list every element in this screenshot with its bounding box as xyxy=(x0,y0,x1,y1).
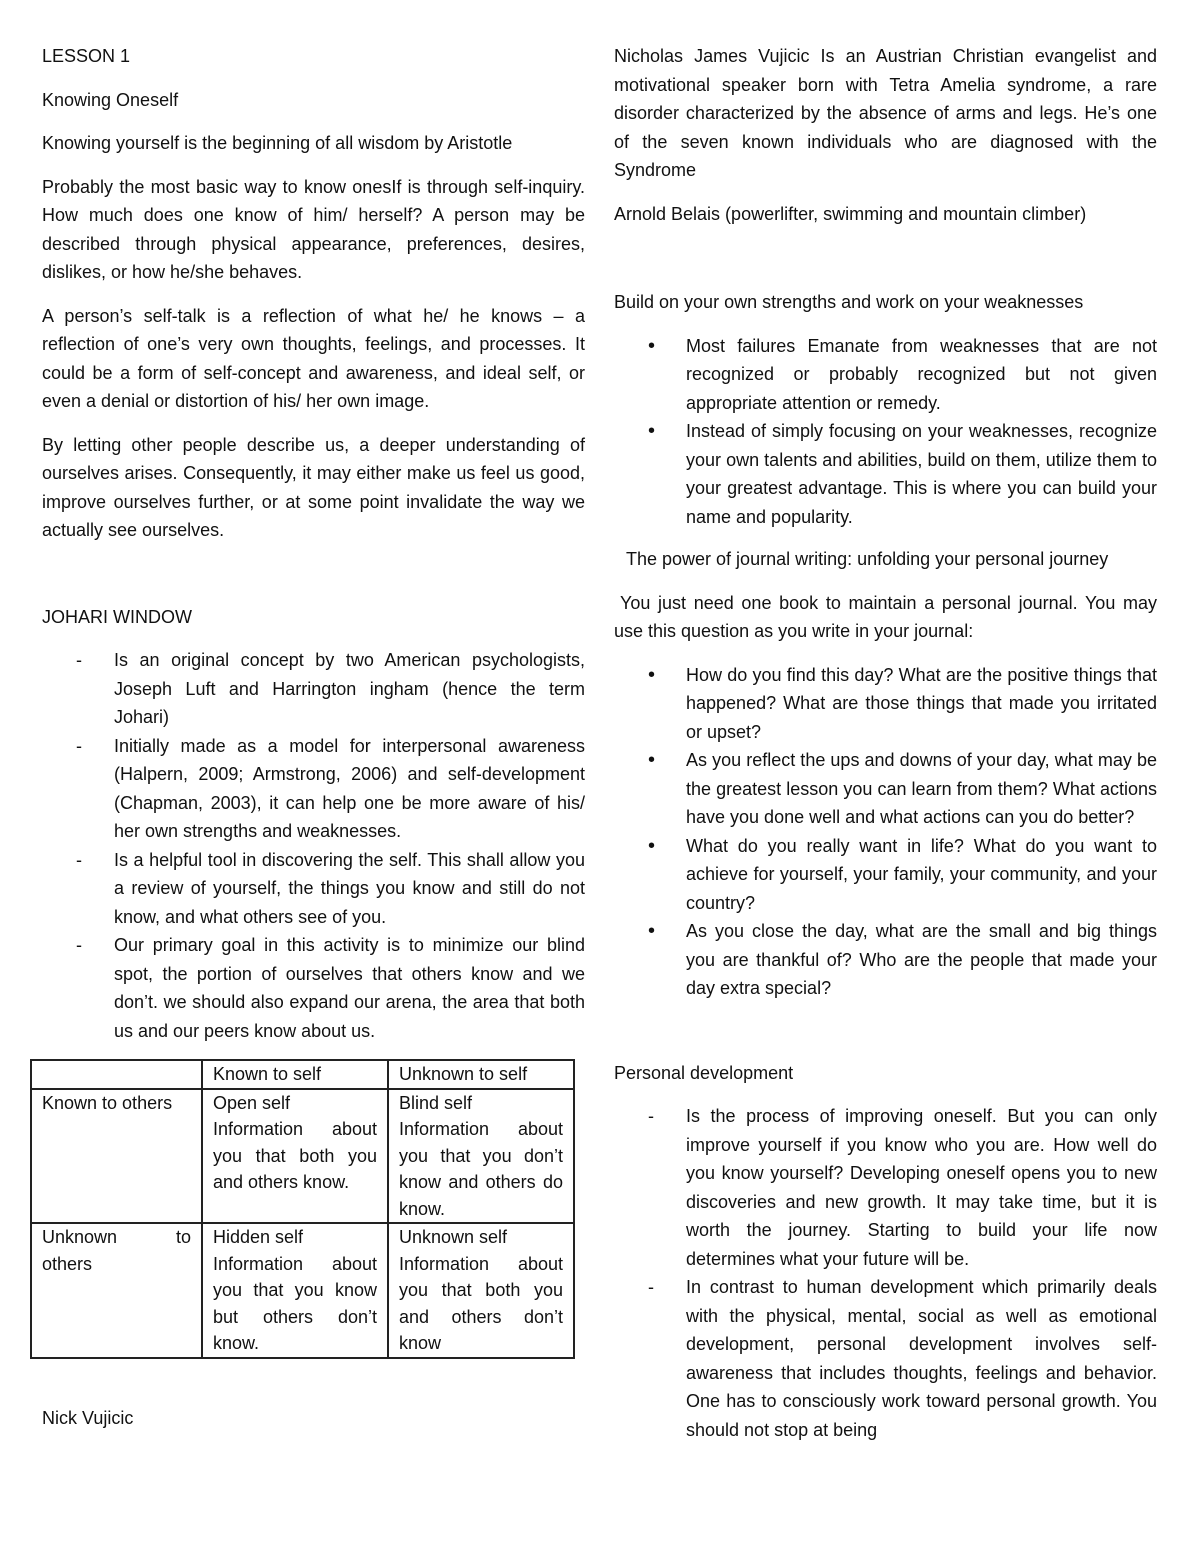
strengths-list xyxy=(614,332,1157,532)
cell-blind-self xyxy=(388,1089,574,1224)
list-item: • As you close the day, what are the small and big things you are thankful of? Who are the people that made your day extra special? xyxy=(614,917,1157,1003)
johari-window-table xyxy=(30,1059,575,1359)
johari-heading: JOHARI WINDOW xyxy=(42,606,192,627)
strengths-heading: Build on your own strengths and work on your weaknesses xyxy=(614,292,1084,312)
hidden-self-title: Hidden self xyxy=(213,1227,304,1247)
cell-hidden-self xyxy=(202,1223,388,1358)
unknown-self-desc: Information about you that both you and others don’t know xyxy=(399,1253,563,1353)
header-unknown-to-self: Unknown to self xyxy=(388,1060,574,1089)
open-self-desc: Information about you that both you and others know. xyxy=(213,1119,377,1192)
open-self-title: Open self xyxy=(213,1092,291,1113)
list-item: - Is a helpful tool in discovering the self. This shall allow you a review of yourself, the things you know and still do not know, and what others see of you. xyxy=(42,846,585,932)
blind-self-desc: Information about you that you don’t know and others do know. xyxy=(399,1119,563,1219)
journal-questions-list xyxy=(614,661,1157,1003)
left-column xyxy=(42,42,585,1447)
johari-list xyxy=(42,646,585,1045)
row-unknown-to-others: Unknown to others xyxy=(31,1223,202,1358)
lesson-label: LESSON 1 xyxy=(42,46,131,66)
header-known-to-self: Known to self xyxy=(202,1060,388,1089)
unknown-self-title: Unknown self xyxy=(399,1227,508,1247)
table-row xyxy=(31,1089,574,1224)
personal-development-heading: Personal development xyxy=(614,1062,794,1083)
list-item: - Initially made as a model for interpersonal awareness (Halpern, 2009; Armstrong, 2006) and self-development (Chapman, 2003), it can help one be more aware of his/ her own strengths and weaknesses. xyxy=(42,732,585,846)
list-item: - Is an original concept by two American psychologists, Joseph Luft and Harrington ingham (hence the term Johari) xyxy=(42,646,585,732)
paragraph-self-talk: A person’s self-talk is a reflection of what he/ he knows – a reflection of one’s very own thoughts, feelings, and processes. It could be a form of self-concept and awareness, and ideal self, or even a denial or distortion of his/ her own image. xyxy=(42,305,585,411)
list-item: - Our primary goal in this activity is to minimize our blind spot, the portion of ourselves that others know and we don’t. we should also expand our arena, the area that both us and our peers know about us. xyxy=(42,931,585,1045)
paragraph-self-inquiry: Probably the most basic way to know onesIf is through self-inquiry. How much does one know of him/ herself? A person may be described through physical appearance, preferences, desires, dislikes, or how he/she behaves. xyxy=(42,176,585,282)
journal-heading: The power of journal writing: unfolding your personal journey xyxy=(626,549,1109,569)
nick-vujicic-label: Nick Vujicic xyxy=(42,1407,134,1428)
list-item: - Is the process of improving oneself. But you can only improve yourself if you know who you are. How well do you know yourself? Developing oneself opens you to new discoveries and new growth. It may take time, but it is worth the journey. Starting to build your life now determines what your future will be. xyxy=(614,1102,1157,1273)
paragraph-vujicic-bio: Nicholas James Vujicic Is an Austrian Christian evangelist and motivational speaker born with Tetra Amelia syndrome, a rare disorder characterized by the absence of arms and legs. He’s one of the seven known individuals who are diagnosed with the Syndrome xyxy=(614,46,1157,180)
list-item: • Instead of simply focusing on your weaknesses, recognize your own talents and abilities, build on them, utilize them to your greatest advantage. This is where you can build your name and popularity. xyxy=(614,417,1157,531)
list-item: • What do you really want in life? What do you want to achieve for yourself, your family, your community, and your country? xyxy=(614,832,1157,918)
paragraph-arnold-belais: Arnold Belais (powerlifter, swimming and mountain climber) xyxy=(614,203,1087,224)
table-row xyxy=(31,1060,574,1089)
paragraph-others-describe: By letting other people describe us, a deeper understanding of ourselves arises. Consequently, it may either make us feel us good, improve ourselves further, or at some point invalidate the way we actually see ourselves. xyxy=(42,434,585,540)
cell-unknown-self xyxy=(388,1223,574,1358)
hidden-self-desc: Information about you that you know but others don’t know. xyxy=(213,1253,377,1353)
right-column xyxy=(614,42,1157,1458)
blind-self-title: Blind self xyxy=(399,1092,473,1113)
aristotle-quote: Knowing yourself is the beginning of all wisdom by Aristotle xyxy=(42,133,513,153)
journal-intro: You just need one book to maintain a personal journal. You may use this question as you write in your journal: xyxy=(614,592,1157,641)
cell-open-self xyxy=(202,1089,388,1224)
table-row xyxy=(31,1223,574,1358)
list-item: • As you reflect the ups and downs of your day, what may be the greatest lesson you can learn from them? What actions have you done well and what actions can you do better? xyxy=(614,746,1157,832)
lesson-topic: Knowing Oneself xyxy=(42,89,179,110)
personal-development-list xyxy=(614,1102,1157,1444)
list-item: • How do you find this day? What are the positive things that happened? What are those things that made you irritated or upset? xyxy=(614,661,1157,747)
list-item: • Most failures Emanate from weaknesses that are not recognized or probably recognized but not given appropriate attention or remedy. xyxy=(614,332,1157,418)
list-item: - In contrast to human development which primarily deals with the physical, mental, social as well as emotional development, personal development involves self-awareness that includes thoughts, feelings and behavior. One has to consciously work toward personal growth. You should not stop at being xyxy=(614,1273,1157,1444)
row-known-to-others: Known to others xyxy=(31,1089,202,1224)
